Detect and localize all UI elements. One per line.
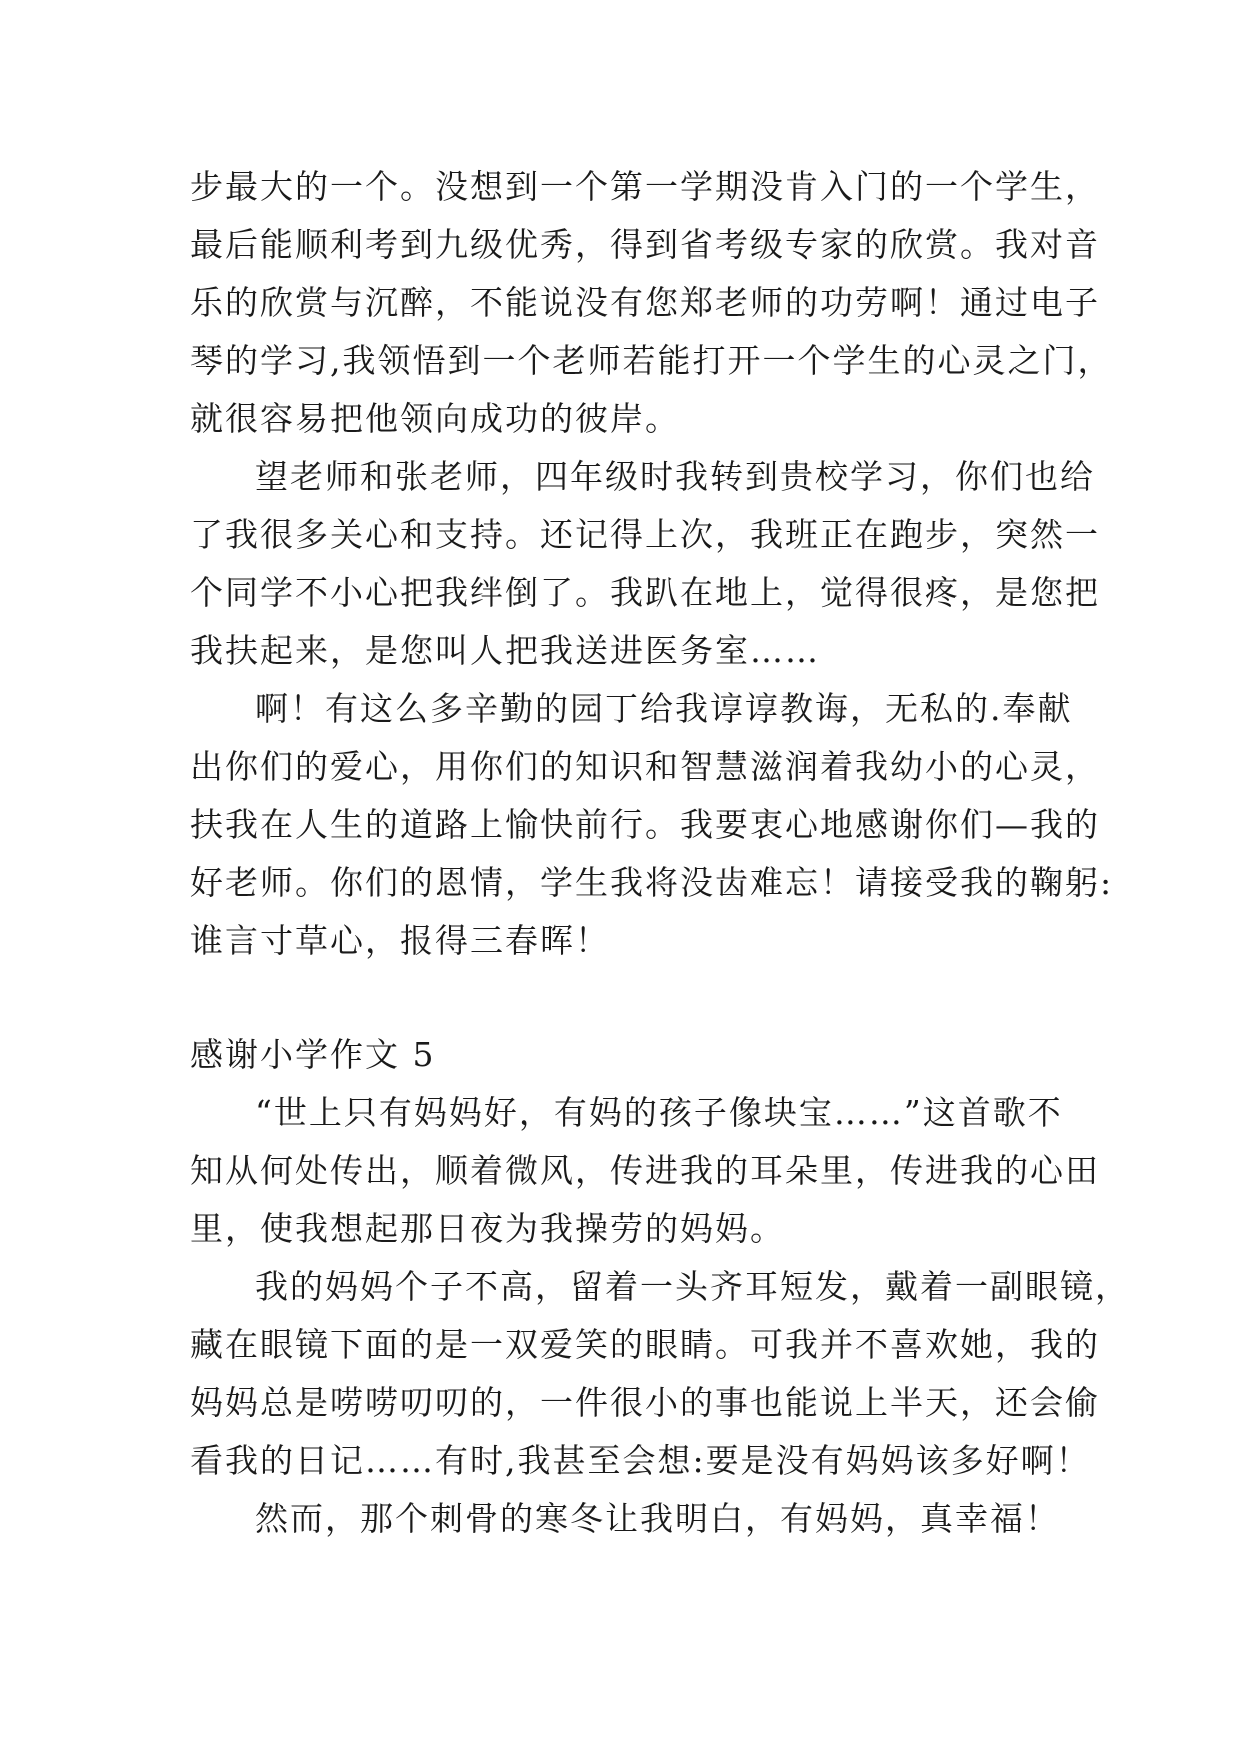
text-line: 就很容易把他领向成功的彼岸。 xyxy=(190,399,680,438)
text-line: 个同学不小心把我绊倒了。我趴在地上，觉得很疼，是您把 xyxy=(190,573,1100,612)
text-line: 里，使我想起那日夜为我操劳的妈妈。 xyxy=(190,1209,785,1248)
text-line: 谁言寸草心，报得三春晖！ xyxy=(190,921,610,960)
text-line: 乐的欣赏与沉醉，不能说没有您郑老师的功劳啊！通过电子 xyxy=(190,283,1100,322)
text-line: 了我很多关心和支持。还记得上次，我班正在跑步，突然一 xyxy=(190,515,1100,554)
text-line: 妈妈总是唠唠叨叨的，一件很小的事也能说上半天，还会偷 xyxy=(190,1383,1100,1422)
section-heading: 感谢小学作文 5 xyxy=(190,1035,436,1074)
text-line: 藏在眼镜下面的是一双爱笑的眼睛。可我并不喜欢她，我的 xyxy=(190,1325,1100,1364)
text-line: 望老师和张老师，四年级时我转到贵校学习，你们也给 xyxy=(255,457,1095,496)
text-line: 琴的学习,我领悟到一个老师若能打开一个学生的心灵之门， xyxy=(190,341,1113,380)
text-line: 我扶起来，是您叫人把我送进医务室…… xyxy=(190,631,820,670)
text-line: 出你们的爱心，用你们的知识和智慧滋润着我幼小的心灵， xyxy=(190,747,1100,786)
text-line: 我的妈妈个子不高，留着一头齐耳短发，戴着一副眼镜， xyxy=(255,1267,1130,1306)
text-line: 扶我在人生的道路上愉快前行。我要衷心地感谢你们—我的 xyxy=(190,805,1100,844)
text-line: 好老师。你们的恩情，学生我将没齿难忘！请接受我的鞠躬: xyxy=(190,863,1114,902)
text-line: 最后能顺利考到九级优秀，得到省考级专家的欣赏。我对音 xyxy=(190,225,1100,264)
text-line: 知从何处传出，顺着微风，传进我的耳朵里，传进我的心田 xyxy=(190,1151,1100,1190)
text-line: 然而，那个刺骨的寒冬让我明白，有妈妈，真幸福！ xyxy=(255,1499,1060,1538)
text-line: 步最大的一个。没想到一个第一学期没肯入门的一个学生， xyxy=(190,167,1100,206)
text-line: 看我的日记……有时,我甚至会想:要是没有妈妈该多好啊！ xyxy=(190,1441,1091,1480)
text-line: “世上只有妈妈好，有妈的孩子像块宝……”这首歌不 xyxy=(255,1093,1063,1132)
text-line: 啊！有这么多辛勤的园丁给我谆谆教诲，无私的.奉献 xyxy=(255,689,1073,728)
